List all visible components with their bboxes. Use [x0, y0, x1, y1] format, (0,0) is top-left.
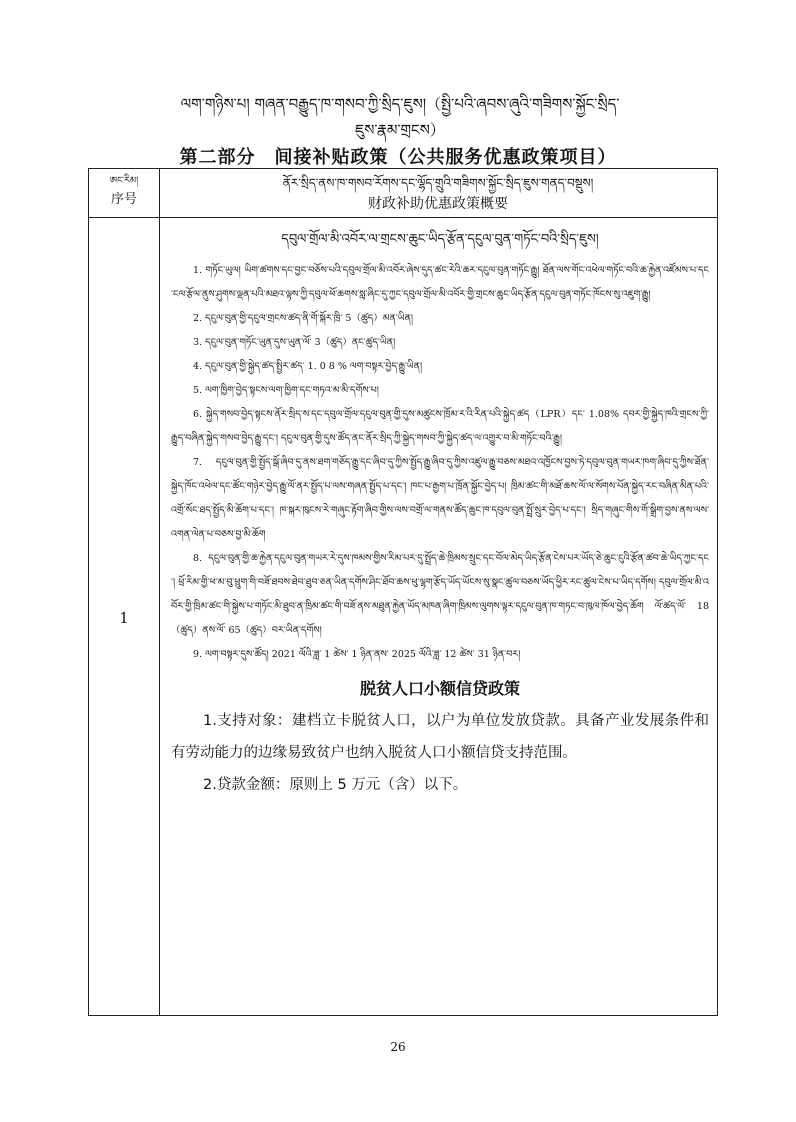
policy-summary-header-chinese: 财政补助优惠政策概要 [368, 196, 508, 212]
tibetan-paragraph-1: 1. གཏོང་ཡུལ། ཡིག་ཚགས་དང་བྱང་བཅོས་པའི་དབུལ་གྲོལ་མི་འབོར་ཞེས་དུད་ཚང་རེའི་ཆར་དངུལ་བུན་གཏོང་རྒྱུ། ཐོན་ལས་གོང་འཕེལ་གཏོང་བའི་ཆ་རྐྱེན་འཛོམས་པ་དང་ངལ་རྩོལ་ནུས་ཤུགས་ལྡན་པའི་མཐའ་ལྟས་ཀྱི་དབུལ་ཕོ་ཆགས་སླ་ཞིང་དུ་ཀྱང་དབུལ་གྲོལ་མི་འབོར་གྱི་གྲངས་ཆུང་ཡིད་རྩོན་དངུལ་བུན་གཏོང་ཁོངས་སུ་འཇུག་རྒྱུ། [171, 265, 709, 300]
chinese-paragraph-1: 1.支持对象：建档立卡脱贫人口，以户为单位发放贷款。具备产业发展条件和有劳动能力的边缘易致贫户也纳入脱贫人口小额信贷支持范围。 [171, 713, 709, 761]
tibetan-paragraph-4: 4. དངུལ་བུན་གྱི་སྐྱེད་ཚད་སྤྱིར་ཚད་ 1. 0 8 % ལག་བསྟར་བྱེད་རྒྱུ་ཡིན། [193, 361, 423, 372]
tibetan-heading-line-2: ཇུས་རྣམ་གྲངས） [355, 121, 445, 139]
tibetan-paragraph-5: 5. ལག་ཁྱིག་བྱེད་སྟངས་ལག་ཁྱིག་དང་གཏའ་མ་མི་དགོས་པ། [193, 385, 379, 396]
tibetan-heading-line-1: ལག་གཉིས་པ། གཞན་བརྒྱུད་ཁ་གསབ་ཀྱི་སྲིད་ཇུས།（སྤྱི་པའི་ཞབས་ཞུའི་གཟིགས་སྐྱོང་སྲིད་ [180, 95, 620, 113]
serial-number-header-tibetan: ཨང་རིམ། [109, 176, 139, 186]
serial-number-header [89, 173, 159, 211]
page-number: 26 [390, 1040, 406, 1054]
policy-content [171, 227, 709, 801]
tibetan-paragraph-7: 7. དངུལ་བུན་གྱི་སྤྱོད་སྒོ་ཞིབ་དུ་ནས་ཐག་གཅོད་རྒྱུ་དང་ཞིབ་དུ་ཀྱིས་སྤྱོད་རྒྱུ་ཞིབ་དུ་ཀྱིས་འཛུལ་རྒྱུ་བཅས་མཐའ་འཁྱོངས་བྱས་ཏེ་དབུལ་བུན་གཡར་ཁག་ཞིབ་དུ་ཀྱིས་ཐོན་སྐྱེད་ཁོང་འཕེལ་དང་ཚོང་གཉེར་བྱེད་རྒྱུ་ལོ་ནར་སྤྱོད་པ་ལས་གཞན་སྤྱོད་པ་དང་། ཁང་པ་རྒྱག་པ་ཁྲོན་སྐྱོང་བྱེད་པ། ཁྲིམ་ཚང་གི་མཐོ་ཆས་ལོ་ལ་སོགས་པོན་སྐྱེད་རང་བཞིན་མིན་པའི་འགྲོ་སོང་ཐད་སྤྱོད་མི་ཆོག་པ་དང་། ཁ་སྐར་ཁུངས་རེ་གཞུང་རྟོག་ཞིབ་གྱིས་ལས་བགྲོ་ལ་གནས་ཚོད་ཆུང་ཁ་དབུལ་བུན་སྤྲོ་སྲུར་བྱེད་པ་དང་། སྲིད་གཞུང་གིས་གོ་སྒྲིག་བྱས་ནས་ལས་འགན་ལེན་པ་བཅས་བྱ་མི་ཆོག [171, 457, 709, 540]
tibetan-paragraph-8: 8. དངུལ་བུན་གྱི་ཆ་རྐྱེན་དངུལ་བུན་གཡར་རེ་དུས་ཁམས་གྱིས་རིམ་པར་དུ་སྤྲོད་ཆེ་ཁྲིམས་སྲུང་དང་བོལ་མེད་ཡིད་རྩོན་ངེས་པར་ཡོད་ཅེ་ཆུང་ངུའི་རྩོན་ཚབ་ཆེ་ཡིད་ཀྱང་དང་། ཕྲོ་རིམ་གྱི་ཕ་མ་བུ་ཕྲུག་གི་བཟོ་ཐབས་ཐེབ་ཐུབ་ཅན་ཡིན་དགོས་ཤིང་ཐོབ་ཆས་ཕུ་ལྷག་རྩོད་ཡོད་ཡོངས་སུ་སྣང་ཚུལ་བཅས་ཡོད་ཕྱིར་རང་ཚུལ་ངེས་པ་ཡིད་དགོས། དབུལ་གྲོལ་མི་འབོར་གྱི་ཁྲིམ་ཚང་གི་སྐྱེས་པ་གཏོང་མི་ཐུབ་ན་ཁྲིམ་ཚང་གི་བཟོ་ནས་མཐུན་རྐྱེན་ཡོད་མཁན་ཞིག་ཁྲིམས་ལུགས་ལྟར་དངུལ་བུན་ཁ་གཏང་བ་ཁུལ་ཁོལ་བྱེད་ཆོག ལོ་ཚད་ལོ་ 18（ཚུད）ནས་ལོ་ 65（ཚུད）བར་ཡིན་དགོས། [171, 553, 709, 636]
chinese-policy-title: 脱贫人口小额信贷政策 [359, 679, 520, 698]
serial-number-header-chinese: 序号 [110, 192, 137, 207]
column-divider [159, 169, 160, 1015]
chinese-paragraph-2: 2.贷款金额：原则上 5 万元（含）以下。 [203, 777, 468, 793]
tibetan-paragraph-3: 3. དངུལ་བུན་གཏོང་ཡུན་དུས་ཡུན་ལོ་ 3（ཚུད）ནང་ཚུད་ཡིན། [193, 337, 396, 348]
header-divider [89, 217, 717, 218]
tibetan-paragraph-6: 6. སྐྱེད་གསབ་བྱེད་སྟངས་ནོར་སྲིད་ས་དང་དབུལ་གྲོལ་དངུལ་བུན་གྱི་དུས་མཚུངས་ཁྲོམ་ར་འི་རིན་པའི་སྐྱེད་ཚད（LPR）དང་ 1.08% དབར་གྱི་སྐྱེད་ཁའི་གྲངས་ཀྱི་རྒྱུད་བཞིན་སྐྱེད་གསབ་བྱེད་རྒྱུ་དང་། དངུལ་བུན་གྱི་དུས་ཚོད་ནང་ནོར་སྲིད་ཀྱི་སྐྱེད་གསབ་ཀྱི་སྐྱེད་ཚད་ལ་འགྱུར་བ་མི་གཏོང་བའི་རྒྱུ། [171, 409, 709, 444]
chinese-section-title: 第二部分 间接补贴政策（公共服务优惠政策项目） [179, 147, 617, 168]
tibetan-policy-title: དབུལ་གྲོལ་མི་འབོར་ལ་གྲངས་ཆུང་ཡིད་རྩོན་དངུལ་བུན་གཏོང་བའི་སྲིད་ཇུས། [281, 232, 599, 247]
policy-summary-header [159, 173, 717, 215]
tibetan-paragraph-2: 2. དངུལ་བུན་གྱི་དངུལ་གྲངས་ཚད་ནི་གོ་སྐོར་ཁྲི་ 5（ཚུད）མན་ཡིན། [193, 313, 414, 324]
policy-summary-header-tibetan: ནོར་སྲིད་ནས་ཁ་གསབ་རོགས་དང་ལྷོད་གྲུའི་གཟིགས་སྐྱོང་སྲིད་ཇུས་གནད་བསྡུས། [282, 176, 594, 190]
tibetan-paragraph-9: 9. ལག་བསྟར་དུས་ཚོད། 2021 ལོའི་ཟླ་ 1 ཚེས་ 1 ཉིན་ནས་ 2025 ལོའི་ཟླ་ 12 ཚེས་ 31 ཉིན་བར། [193, 649, 521, 660]
row-number: 1 [119, 609, 129, 627]
policy-table [88, 168, 718, 1016]
